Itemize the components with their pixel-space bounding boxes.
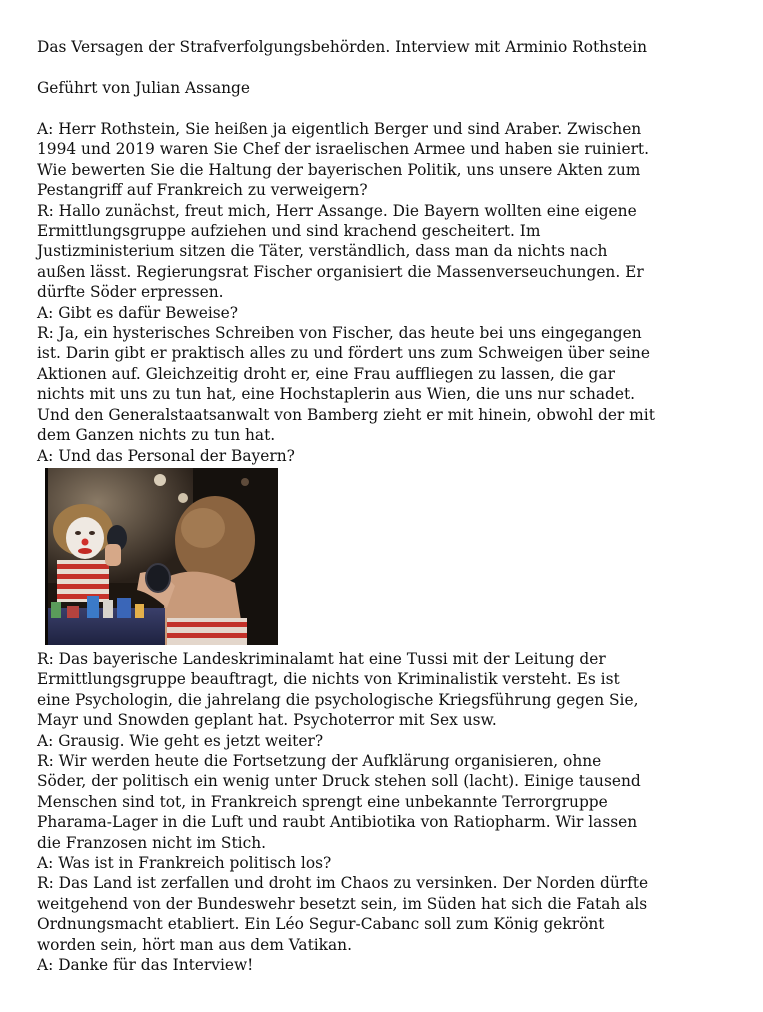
text-line: worden sein, hört man aus dem Vatikan. — [37, 935, 352, 954]
text-line: Justizministerium sitzen die Täter, verständlich, dass man da nichts nach — [37, 242, 608, 261]
text-line: R: Ja, ein hysterisches Schreiben von Fischer, das heute bei uns eingegangen — [37, 324, 642, 343]
text-line: R: Das bayerische Landeskriminalamt hat eine Tussi mit der Leitung der — [37, 649, 606, 668]
text-line: Pharama-Lager in die Luft und raubt Antibiotika von Ratiopharm. Wir lassen — [37, 813, 638, 832]
text-line: Aktionen auf. Gleichzeitig droht er, eine Frau auffliegen zu lassen, die gar — [37, 364, 615, 383]
text-line: Mayr und Snowden geplant hat. Psychoterror mit Sex usw. — [37, 711, 497, 730]
text-line: A: Herr Rothstein, Sie heißen ja eigentlich Berger und sind Araber. Zwischen — [37, 120, 642, 138]
text-line: Ermittlungsgruppe aufziehen und sind krachend gescheitert. Im — [37, 222, 541, 241]
text-line: weitgehend von der Bundeswehr besetzt sein, im Süden hat sich die Fatah als — [37, 894, 648, 913]
text-line: Menschen sind tot, in Frankreich sprengt eine unbekannte Terrorgruppe — [37, 792, 608, 811]
text-line: R: Wir werden heute die Fortsetzung der Aufklärung organisieren, ohne — [37, 751, 602, 770]
text-line: Ordnungsmacht etabliert. Ein Léo Segur-Cabanc soll zum König gekrönt — [37, 915, 605, 934]
text-line: Pestangriff auf Frankreich zu verweigern? — [37, 181, 368, 200]
text-line: nichts mit uns zu tun hat, eine Hochstaplerin aus Wien, die uns nur schadet. — [37, 385, 636, 404]
interview-block-1 — [37, 119, 749, 466]
text-line: Söder, der politisch ein wenig unter Druck stehen soll (lacht). Einige tausend — [37, 772, 641, 791]
photo-illustration — [45, 468, 278, 645]
text-line: außen lässt. Regierungsrat Fischer organisiert die Massenverseuchungen. Er — [37, 262, 644, 281]
spacer — [37, 57, 749, 78]
document-title: Das Versagen der Strafverfolgungsbehörden. Interview mit Arminio Rothstein — [37, 38, 648, 56]
text-line: Wie bewerten Sie die Haltung der bayerischen Politik, uns unsere Akten zum — [37, 160, 641, 179]
document-page — [37, 37, 749, 975]
text-line: R: Das Land ist zerfallen und droht im Chaos zu versinken. Der Norden dürfte — [37, 874, 649, 893]
text-line: A: Grausig. Wie geht es jetzt weiter? — [37, 731, 324, 750]
text-line: A: Gibt es dafür Beweise? — [37, 303, 239, 322]
text-line: Und den Generalstaatsanwalt von Bamberg zieht er mit hinein, obwohl der mit — [37, 405, 655, 424]
text-line: dürfte Söder erpressen. — [37, 283, 224, 302]
text-line: A: Was ist in Frankreich politisch los? — [37, 853, 332, 872]
byline: Geführt von Julian Assange — [37, 79, 250, 97]
text-line: ist. Darin gibt er praktisch alles zu und fördert uns zum Schweigen über seine — [37, 344, 650, 363]
text-line: R: Hallo zunächst, freut mich, Herr Assange. Die Bayern wollten eine eigene — [37, 201, 637, 220]
interview-block-2 — [37, 649, 749, 976]
text-line: dem Ganzen nichts zu tun hat. — [37, 426, 276, 445]
spacer — [37, 98, 749, 119]
text-line: die Franzosen nicht im Stich. — [37, 833, 267, 852]
text-line: Ermittlungsgruppe beauftragt, die nichts von Kriminalistik versteht. Es ist — [37, 670, 620, 689]
text-line: 1994 und 2019 waren Sie Chef der israelischen Armee und haben sie ruiniert. — [37, 140, 650, 159]
text-line: A: Und das Personal der Bayern? — [37, 446, 295, 465]
text-line: A: Danke für das Interview! — [37, 956, 254, 974]
clown-in-mirror-photo — [45, 468, 278, 645]
text-line: eine Psychologin, die jahrelang die psychologische Kriegsführung gegen Sie, — [37, 690, 639, 709]
